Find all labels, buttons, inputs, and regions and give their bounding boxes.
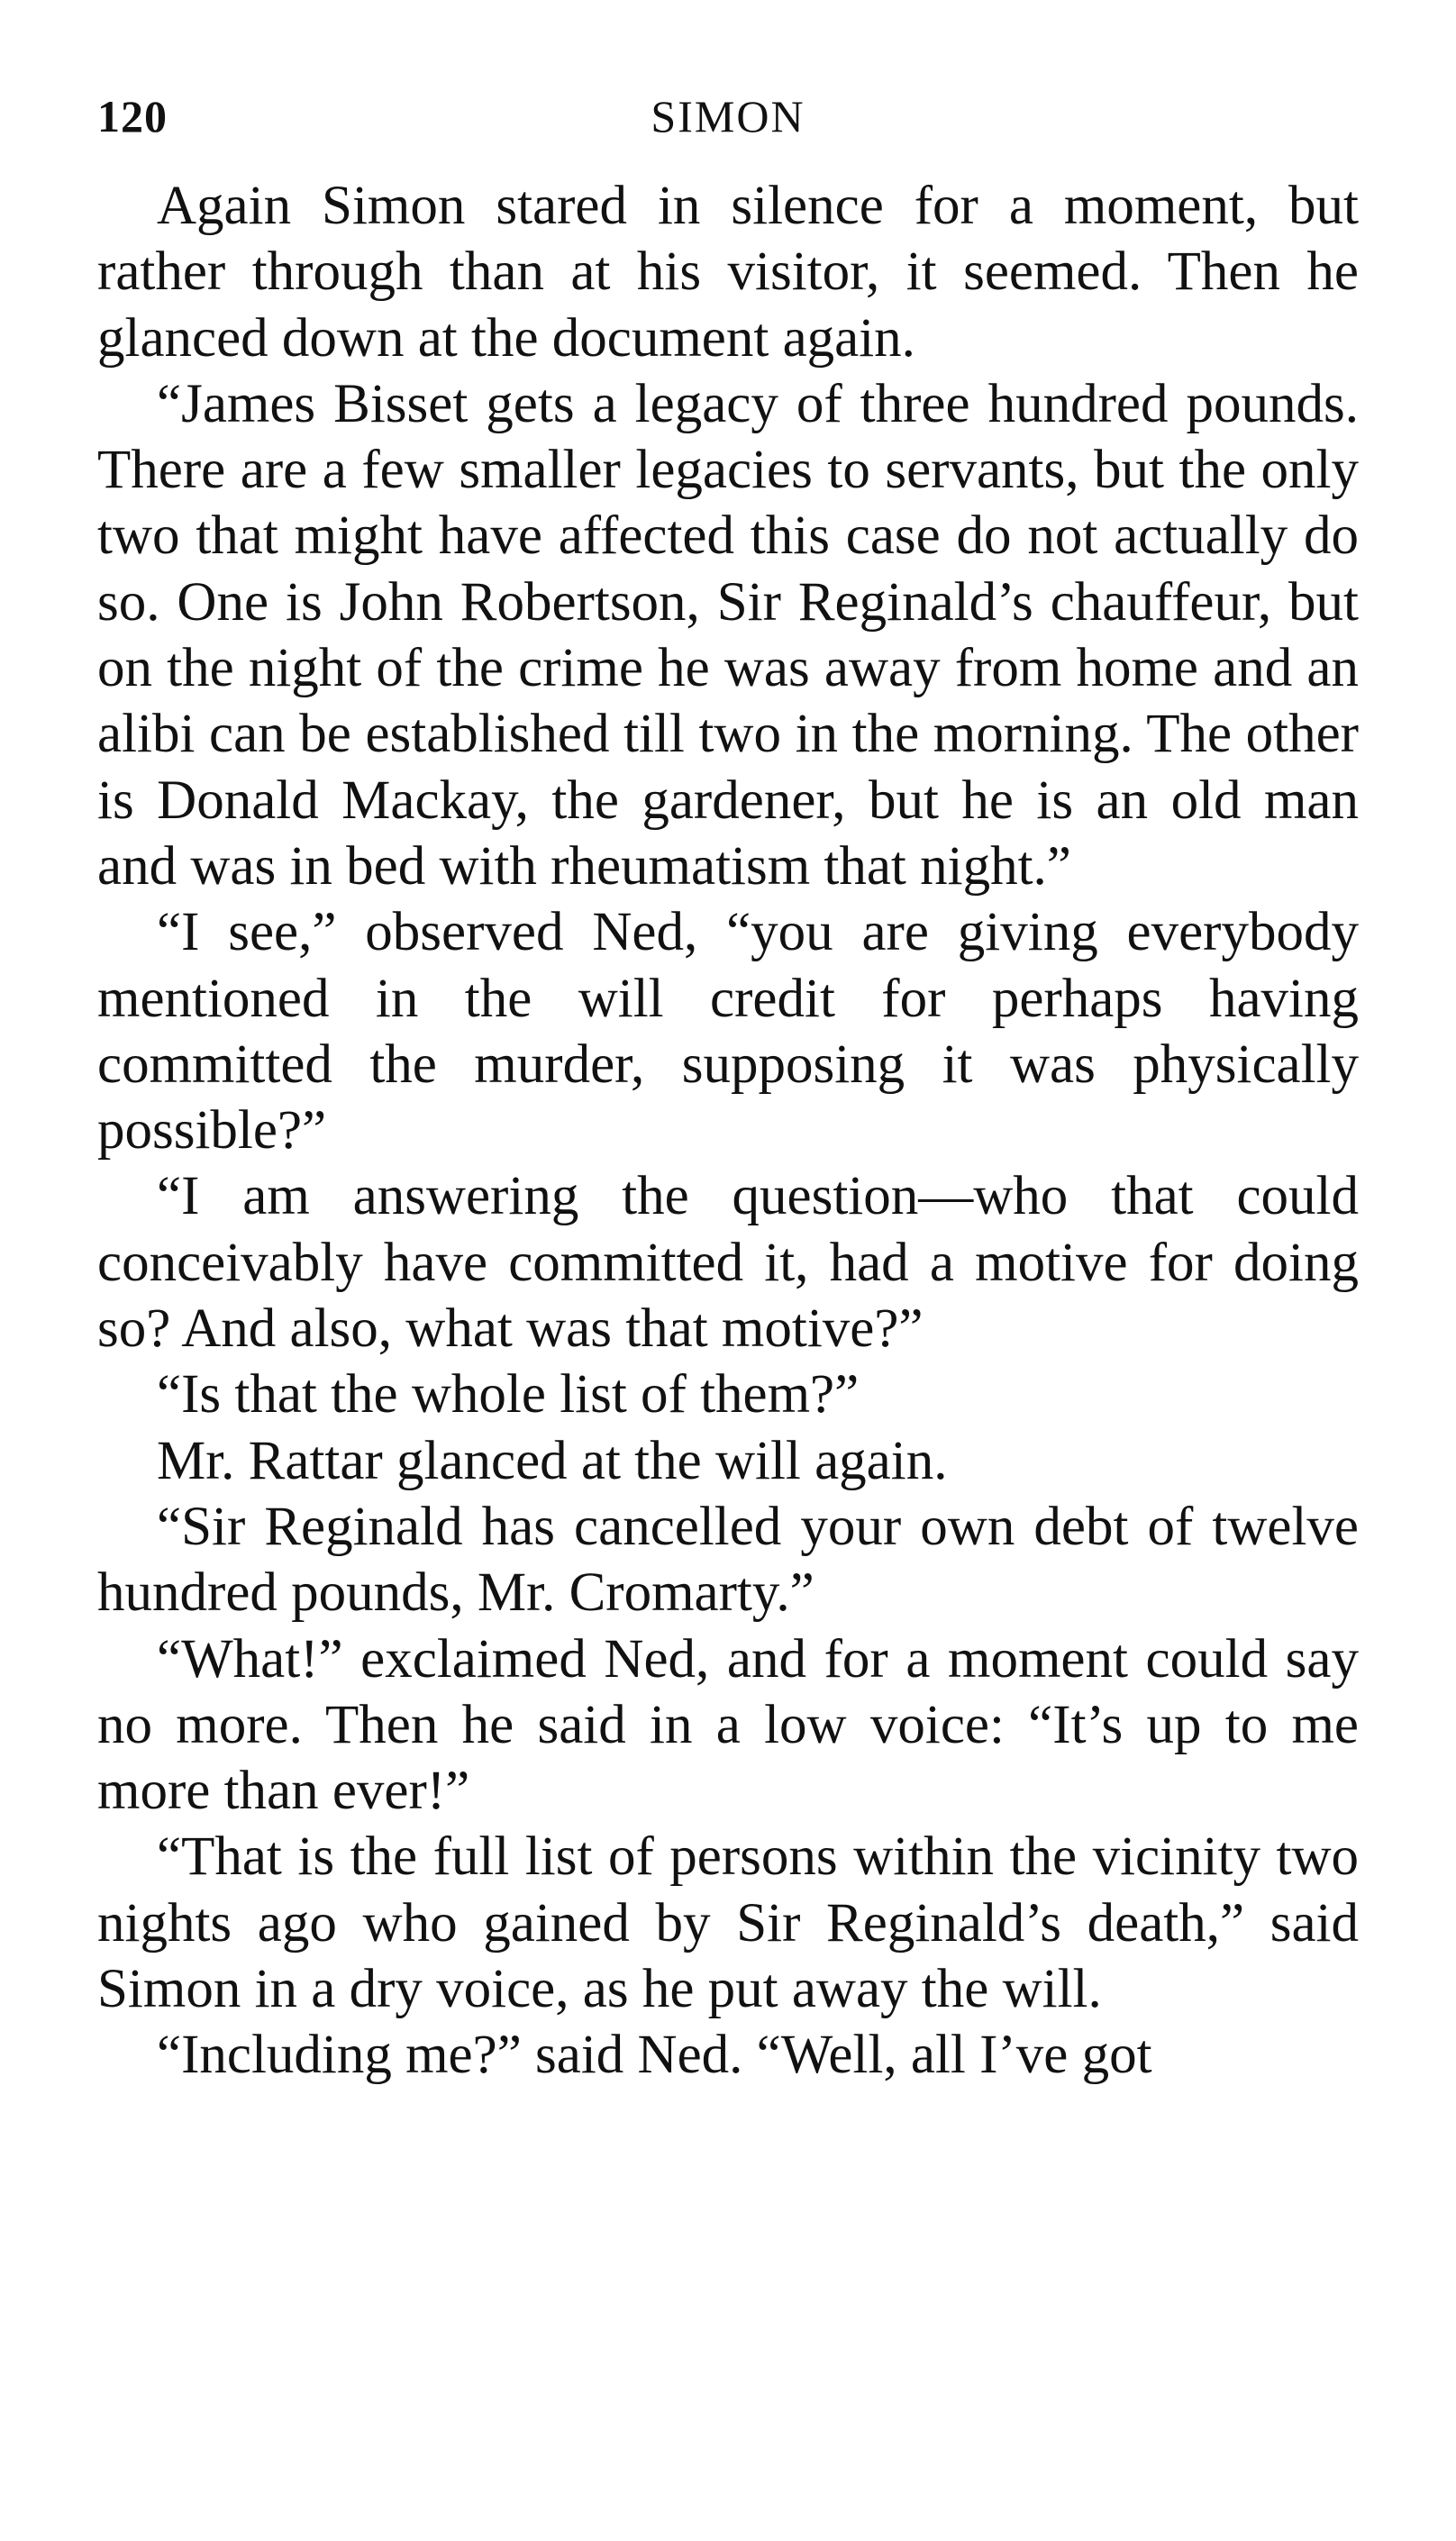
page-number: 120 <box>97 91 168 141</box>
body-text <box>97 173 1359 2089</box>
paragraph: “That is the full list of persons within the vicinity two nights ago who gained by Sir Reginald’s death,” said Simon in a dry voice, as he put away the will. <box>97 1826 1359 2020</box>
running-head-title: SIMON <box>651 91 805 141</box>
paragraph: “I see,” observed Ned, “you are giving everybody mentioned in the will credit for perhaps having committed the murder, supposing it was physically possible?” <box>97 902 1359 1161</box>
paragraph: “Is that the whole list of them?” <box>157 1364 860 1425</box>
paragraph: “I am answering the question—who that could conceivably have committed it, had a motive for doing so? And also, what was that motive?” <box>97 1166 1359 1360</box>
paragraph: “What!” exclaimed Ned, and for a moment could say no more. Then he said in a low voice: “It’s up to me more than ever!” <box>97 1628 1359 1822</box>
paragraph: “Including me?” said Ned. “Well, all I’ve got <box>157 2025 1152 2086</box>
paragraph: Mr. Rattar glanced at the will again. <box>157 1430 948 1491</box>
book-page <box>97 90 1359 2089</box>
running-head <box>97 90 1359 153</box>
paragraph: “James Bisset gets a legacy of three hundred pounds. There are a few smaller legacies to servants, but the only two that might have affected this case do not actually do so. One is John Robertson, Sir Reginald’s chauffeur, but on the night of the crime he was away from home and an alibi can be established till two in the morning. The other is Donald Mackay, the gardener, but he is an old man and was in bed with rheumatism that night.” <box>97 373 1359 897</box>
paragraph: “Sir Reginald has cancelled your own debt of twelve hundred pounds, Mr. Cromarty.” <box>97 1496 1359 1624</box>
paragraph: Again Simon stared in silence for a moment, but rather through than at his visitor, it seemed. Then he glanced down at the document again. <box>97 176 1359 369</box>
